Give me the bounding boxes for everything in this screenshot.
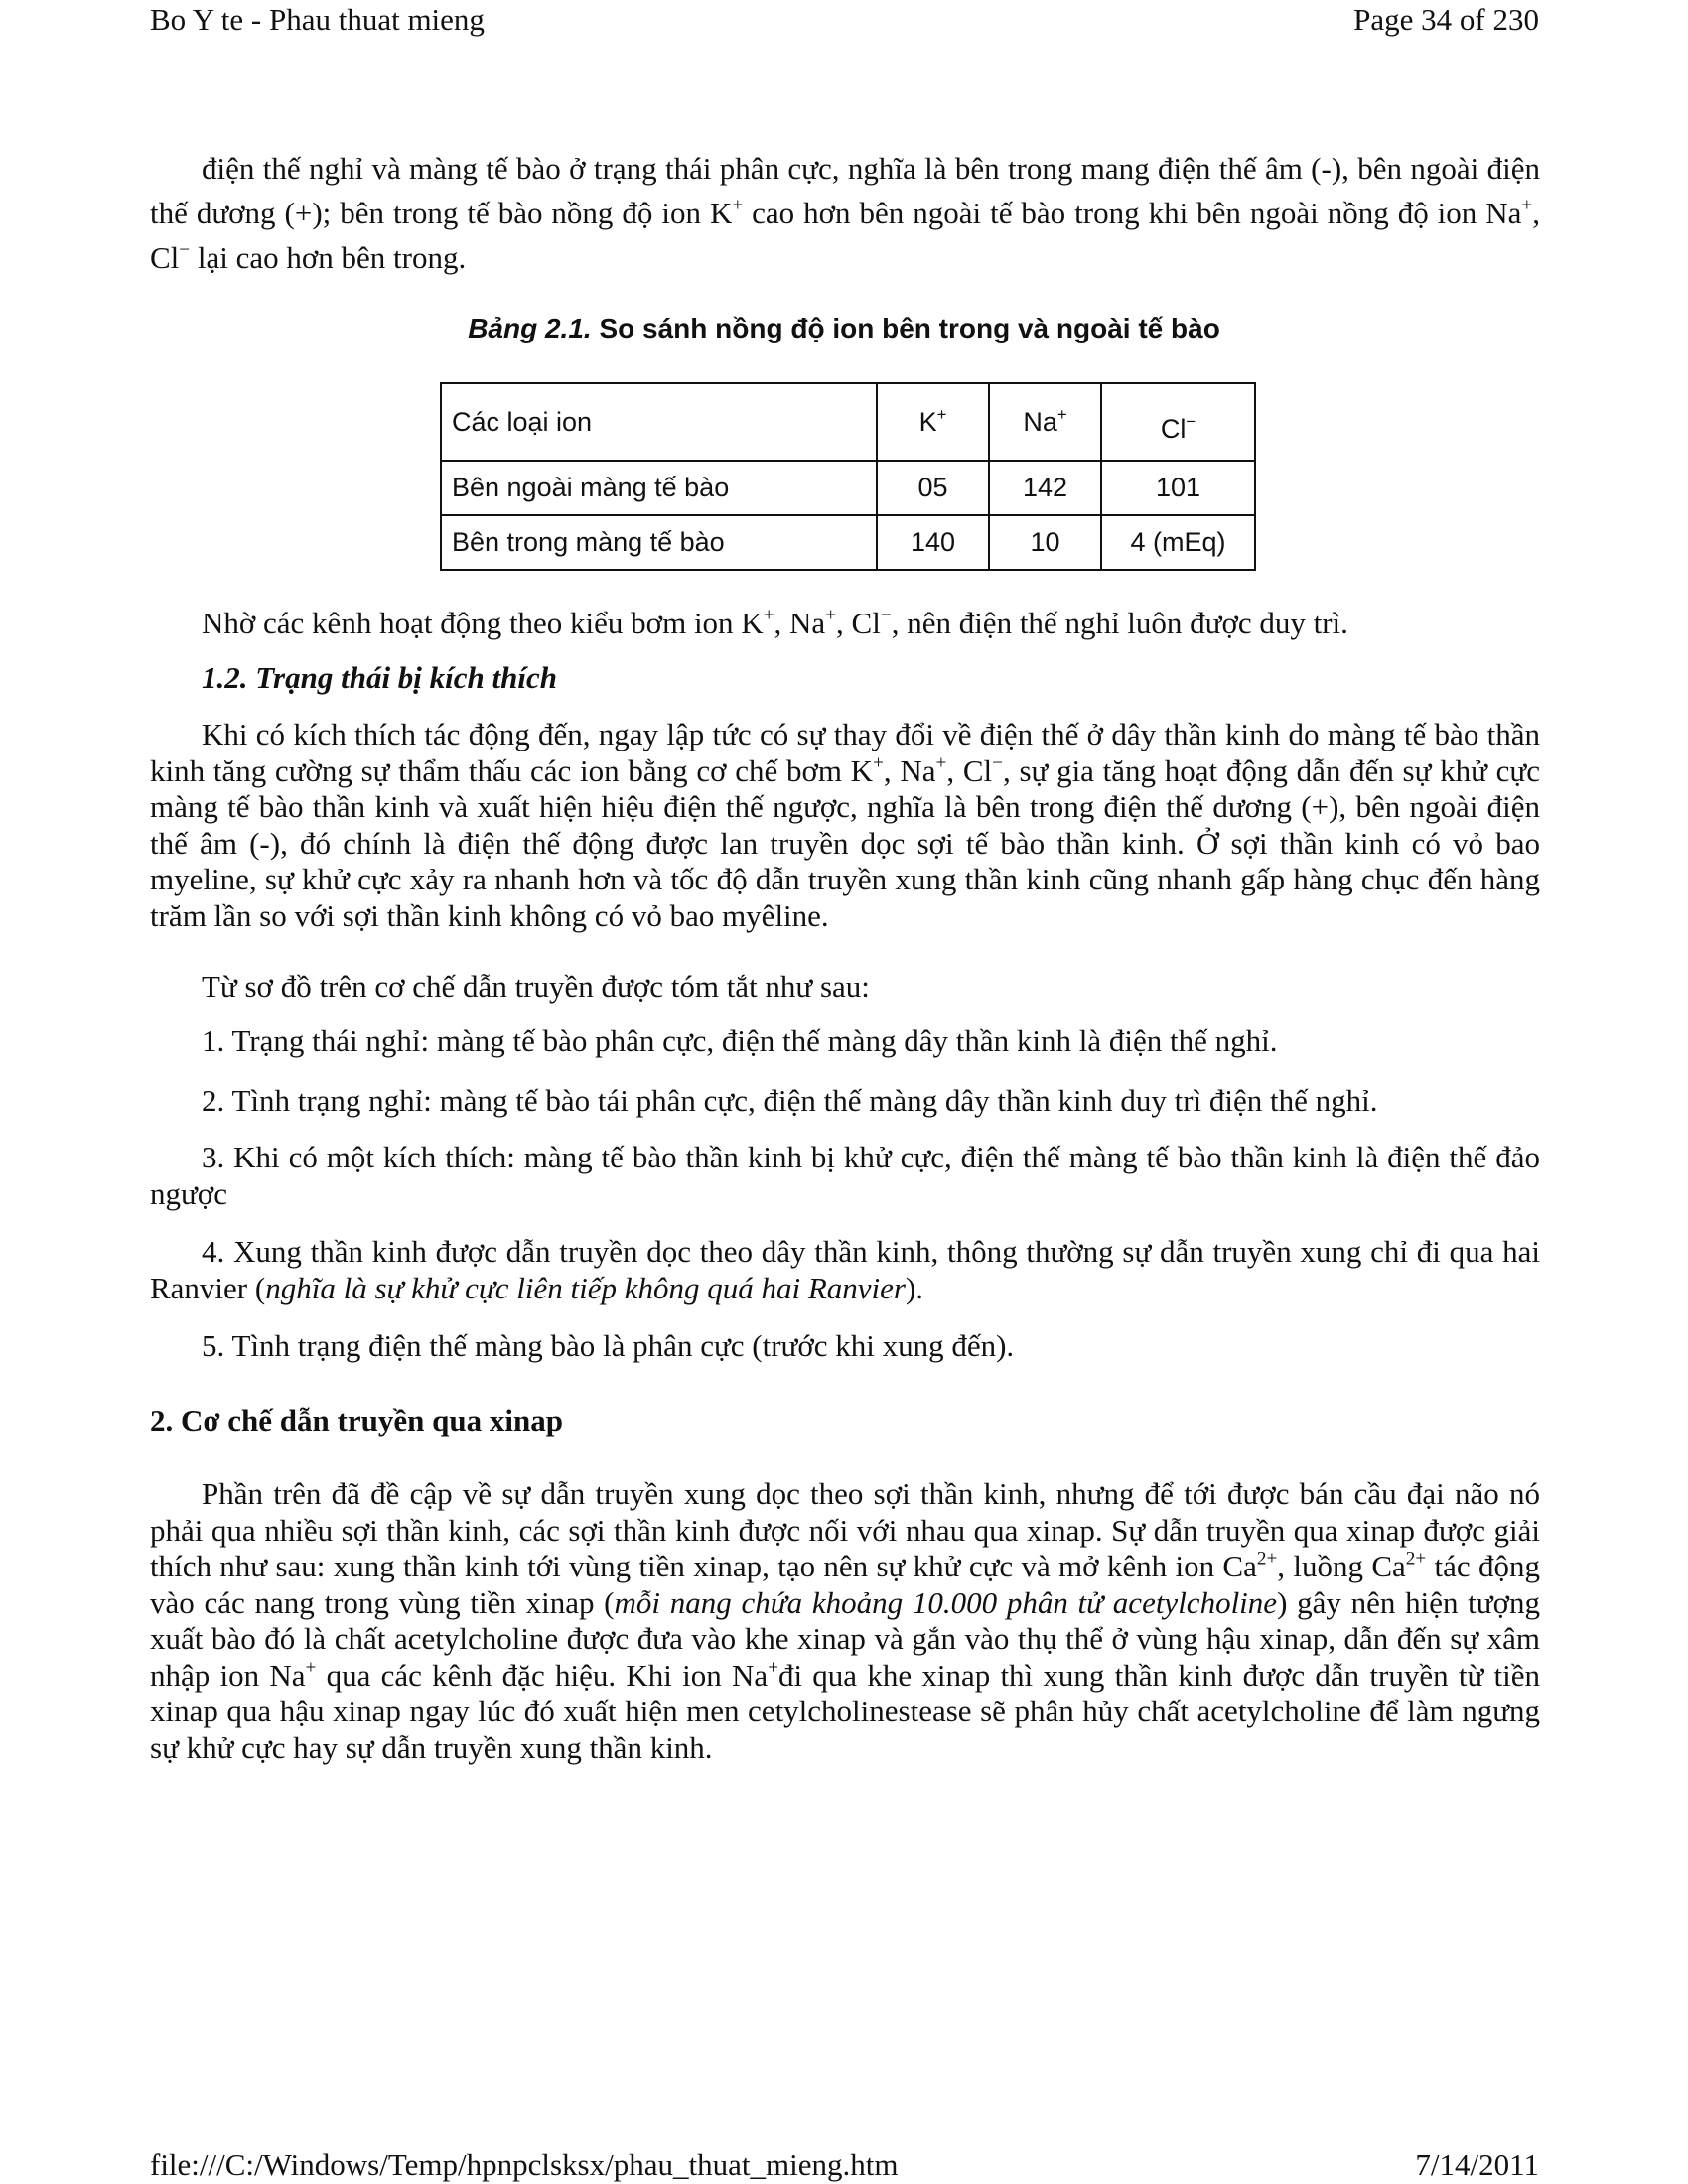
- paragraph-summary-intro: Từ sơ đồ trên cơ chế dẫn truyền được tóm tắt như sau:: [202, 969, 870, 1004]
- table-header-cell: Các loại ion: [441, 383, 877, 461]
- list-item: 5. Tình trạng điện thế màng bào là phân cực (trước khi xung đến).: [202, 1328, 1015, 1363]
- table-cell: 10: [989, 515, 1101, 570]
- paragraph-excitation: Khi có kích thích tác động đến, ngay lập tức có sự thay đổi về điện thế ở dây thần kinh do màng tế bào thần kinh tăng cường sự thẩm thấu các ion bằng cơ chế bơm K+, Na+, Cl−, sự gia tăng hoạt động dẫn đến sự khử cực màng tế bào thần kinh và xuất hiện hiệu điện thế ngược, nghĩa là bên trong điện thế dương (+), bên ngoài điện thế âm (-), đó chính là điện thế động được lan truyền dọc sợi tế bào thần kinh. Ở sợi thần kinh có vỏ bao myeline, sự khử cực xảy ra nhanh hơn và tốc độ dẫn truyền xung thần kinh cũng nhanh gấp hàng chục đến hàng trăm lần so với sợi thần kinh không có vỏ bao myêline.: [150, 717, 1540, 933]
- table-header-row: [441, 383, 1255, 461]
- paragraph-resting-potential: điện thế nghỉ và màng tế bào ở trạng thái phân cực, nghĩa là bên trong mang điện thế âm (-), bên ngoài điện thế dương (+); bên trong tế bào nồng độ ion K+ cao hơn bên ngoài tế bào trong khi bên ngoài nồng độ ion Na+, Cl− lại cao hơn bên trong.: [150, 151, 1540, 275]
- table-row: [441, 461, 1255, 515]
- table-caption: Bảng 2.1. So sánh nồng độ ion bên trong và ngoài tế bào: [468, 313, 1220, 343]
- table-header-cell: Cl−: [1101, 383, 1255, 461]
- table-cell: 05: [877, 461, 989, 515]
- ion-concentration-table: [440, 382, 1256, 571]
- list-item: 1. Trạng thái nghỉ: màng tế bào phân cực, điện thế màng dây thần kinh là điện thế nghỉ.: [202, 1024, 1278, 1058]
- list-item: 4. Xung thần kinh được dẫn truyền dọc theo dây thần kinh, thông thường sự dẫn truyền xung chỉ đi qua hai Ranvier (nghĩa là sự khử cực liên tiếp không quá hai Ranvier).: [150, 1234, 1540, 1306]
- header-title: Bo Y te - Phau thuat mieng: [150, 2, 485, 37]
- paragraph-synapse: Phần trên đã đề cập về sự dẫn truyền xung dọc theo sợi thần kinh, nhưng để tới được bán cầu đại não nó phải qua nhiều sợi thần kinh, các sợi thần kinh được nối với nhau qua xinap. Sự dẫn truyền qua xinap được giải thích như sau: xung thần kinh tới vùng tiền xinap, tạo nên sự khử cực và mở kênh ion $Ca^{2+}$, luồng $Ca^{2+}$ tác động vào các nang trong vùng tiền xinap (mỗi nang chứa khoảng 10.000 phân tử acetylcholine) gây nên hiện tượng xuất bào đó là chất acetylcholine được đưa vào khe xinap và gắn vào thụ thể ở vùng hậu xinap, dẫn đến sự xâm nhập ion Na+ qua các kênh đặc hiệu. Khi ion Na+đi qua khe xinap thì xung thần kinh được dẫn truyền từ tiền xinap qua hậu xinap ngay lúc đó xuất hiện men cetylcholinestease sẽ phân hủy chất acetylcholine để làm ngưng sự khử cực hay sự dẫn truyền xung thần kinh.: [150, 1476, 1540, 1766]
- section-heading-1-2: 1.2. Trạng thái bị kích thích: [202, 660, 557, 695]
- list-item: 2. Tình trạng nghỉ: màng tế bào tái phân cực, điện thế màng dây thần kinh duy trì điện thế nghỉ.: [202, 1083, 1378, 1118]
- footer-date: 7/14/2011: [1415, 2147, 1539, 2182]
- table-cell: 101: [1101, 461, 1255, 515]
- table-row: [441, 515, 1255, 570]
- table-header-cell: K+: [877, 383, 989, 461]
- table-cell: 142: [989, 461, 1101, 515]
- page-number: Page 34 of 230: [1353, 2, 1539, 37]
- table-cell: Bên trong màng tế bào: [441, 515, 877, 570]
- paragraph-ion-pumps: Nhờ các kênh hoạt động theo kiểu bơm ion K+, Na+, Cl−, nên điện thế nghỉ luôn được duy trì.: [202, 605, 1348, 640]
- table-cell: Bên ngoài màng tế bào: [441, 461, 877, 515]
- footer-file-path: file:///C:/Windows/Temp/hpnpclsksx/phau_thuat_mieng.htm: [150, 2147, 899, 2182]
- table-header-cell: Na+: [989, 383, 1101, 461]
- table-cell: 4 (mEq): [1101, 515, 1255, 570]
- table-cell: 140: [877, 515, 989, 570]
- list-item: 3. Khi có một kích thích: màng tế bào thần kinh bị khử cực, điện thế màng tế bào thần kinh là điện thế đảo ngược: [150, 1140, 1540, 1212]
- section-heading-2: 2. Cơ chế dẫn truyền qua xinap: [150, 1403, 563, 1437]
